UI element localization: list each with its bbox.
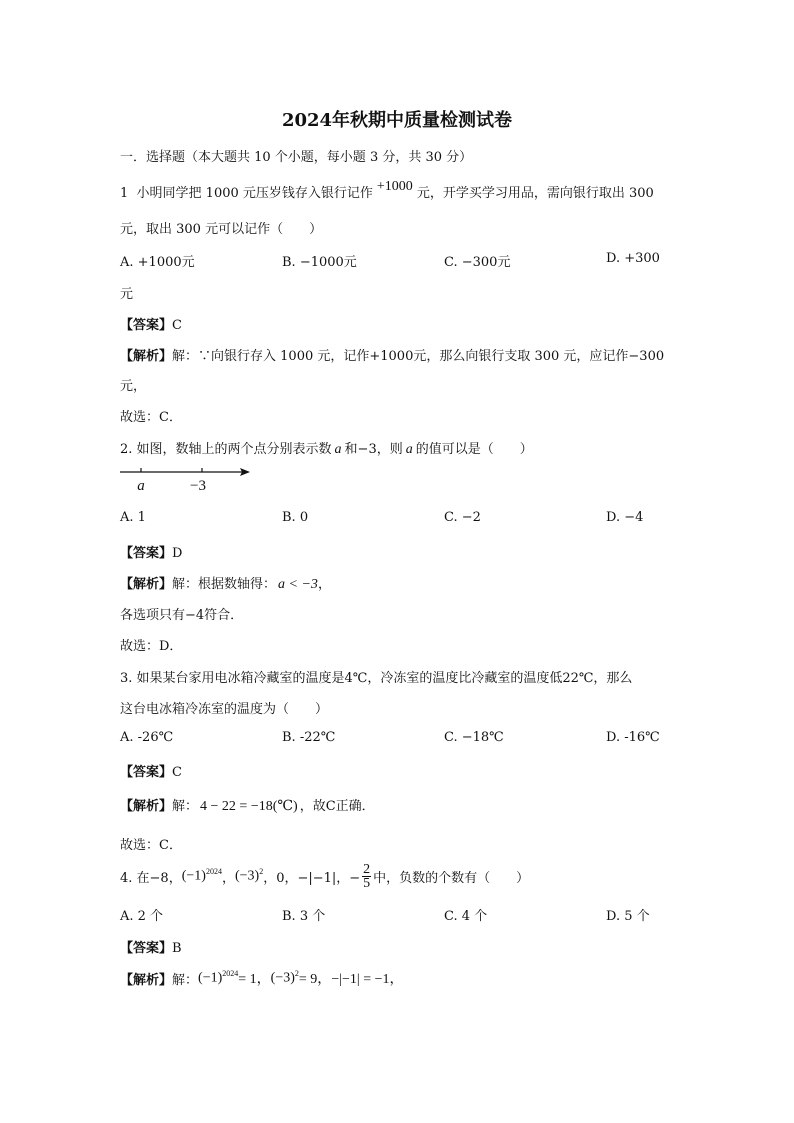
power-base: (−3) — [270, 970, 295, 986]
answer-tag: 【答案】 — [120, 546, 173, 561]
option-c: C. −18℃ — [444, 730, 504, 745]
answer-line — [120, 314, 182, 333]
analysis-line — [120, 795, 375, 815]
analysis-text: 解：∵向银行存入 1000 元，记作+1000元，那么向银行支取 300 元，应记作−300 — [172, 349, 665, 364]
power-exponent: 2 — [294, 969, 299, 979]
fraction-denominator: 5 — [363, 875, 371, 891]
question-text: 元，开学买学习用品，需向银行取出 300 — [416, 186, 654, 201]
option-c: C. −300元 — [444, 255, 511, 270]
option-a: A. 2 个 — [120, 909, 164, 924]
equation-result: = 9， — [298, 972, 332, 987]
option-c: C. −2 — [444, 510, 481, 525]
option-a: A. 1 — [120, 510, 146, 525]
fraction-numerator: 2 — [363, 861, 371, 877]
option-b: B. -22℃ — [282, 730, 336, 745]
question-3-line-2: 这台电冰箱冷冻室的温度为（ ） — [120, 702, 329, 717]
analysis-tag: 【解析】 — [120, 349, 173, 364]
answer-line — [120, 937, 182, 956]
conclusion: 故选：C． — [120, 838, 182, 853]
option-c: C. 4 个 — [444, 909, 488, 924]
answer-value: C — [172, 765, 182, 780]
page-title: 2024年秋期中质量检测试卷 — [281, 110, 513, 131]
option-d: D. +300 — [606, 251, 660, 266]
axis-label-a: a — [137, 478, 145, 494]
power-base: (−1) — [198, 970, 223, 986]
question-text: 小明同学把 1000 元压岁钱存入银行记作 — [136, 186, 373, 201]
analysis-tag: 【解析】 — [120, 972, 173, 988]
question-3-line-1: 3. 如果某台家用电冰箱冷藏室的温度是4℃，冷冻室的温度比冷藏室的温度低22℃，那么 — [120, 671, 633, 686]
fraction — [362, 863, 371, 890]
conclusion: 故选：C． — [120, 410, 182, 425]
question-1-line-2: 元，取出 300 元可以记作（ ） — [120, 222, 323, 237]
separator: ， — [221, 870, 235, 886]
power-base: (−3) — [234, 868, 260, 884]
power-expression — [198, 969, 238, 987]
analysis-text: ， — [317, 577, 331, 592]
option-d-wrap: 元 — [120, 287, 134, 302]
answer-value: C — [172, 318, 182, 333]
option-b: B. 0 — [282, 510, 309, 525]
power-expression — [235, 867, 263, 885]
answer-tag: 【答案】 — [120, 765, 173, 780]
math-expression: 4 − 22 = −18(℃) — [200, 799, 298, 814]
analysis-line — [120, 968, 404, 988]
question-2-line-1 — [120, 438, 533, 458]
answer-value: D — [172, 546, 183, 561]
equation-result: −|−1| = −1， — [331, 972, 404, 987]
math-inequality: a < −3 — [278, 577, 318, 592]
separator: ，0，−|−1|，− — [263, 870, 361, 886]
option-d: D. -16℃ — [606, 730, 660, 745]
math-expression: +1000 — [376, 179, 413, 194]
analysis-line: 元， — [120, 379, 147, 394]
question-4-line-1 — [120, 860, 529, 892]
analysis-line: 各选项只有−4符合． — [120, 608, 244, 623]
answer-line — [120, 761, 182, 780]
answer-tag: 【答案】 — [120, 941, 173, 956]
equation-result: = 1， — [238, 972, 271, 987]
question-text: 中，负数的个数有（ ） — [373, 870, 530, 886]
option-d: D. −4 — [606, 510, 644, 525]
power-expression — [182, 867, 222, 885]
question-text: 和−3，则 — [344, 442, 403, 457]
power-exponent: 2024 — [222, 969, 239, 979]
answer-tag: 【答案】 — [120, 318, 173, 333]
question-text: 4. 在−8， — [120, 870, 182, 886]
math-variable: a — [334, 442, 342, 457]
option-d: D. 5 个 — [606, 909, 650, 924]
power-expression — [271, 969, 299, 987]
analysis-text: 解：根据数轴得： — [172, 577, 277, 592]
question-number: 1 — [120, 186, 129, 201]
question-text: 2. 如图，数轴上的两个点分别表示数 — [120, 442, 332, 457]
analysis-text: 解： — [172, 972, 199, 988]
power-exponent: 2 — [259, 867, 264, 877]
answer-value: B — [172, 941, 182, 956]
number-line-figure — [120, 462, 260, 496]
power-exponent: 2024 — [205, 867, 222, 877]
analysis-line — [120, 573, 331, 593]
math-variable: a — [405, 442, 413, 457]
option-b: B. 3 个 — [282, 909, 326, 924]
conclusion: 故选：D． — [120, 639, 183, 654]
question-text: 的值可以是（ ） — [415, 442, 533, 457]
answer-line — [120, 542, 182, 561]
question-1-line-1 — [120, 179, 654, 202]
analysis-tag: 【解析】 — [120, 577, 173, 592]
analysis-tag: 【解析】 — [120, 799, 173, 814]
axis-label-minus-3: −3 — [190, 478, 206, 494]
analysis-text: ，故C正确． — [299, 799, 375, 814]
option-a: A. -26℃ — [120, 730, 174, 745]
analysis-line — [120, 345, 664, 364]
option-a: A. +1000元 — [120, 255, 195, 270]
section-heading: 一．选择题（本大题共 10 个小题，每小题 3 分，共 30 分） — [120, 150, 473, 165]
option-b: B. −1000元 — [282, 255, 357, 270]
power-base: (−1) — [181, 868, 206, 884]
analysis-text: 解： — [172, 799, 199, 814]
